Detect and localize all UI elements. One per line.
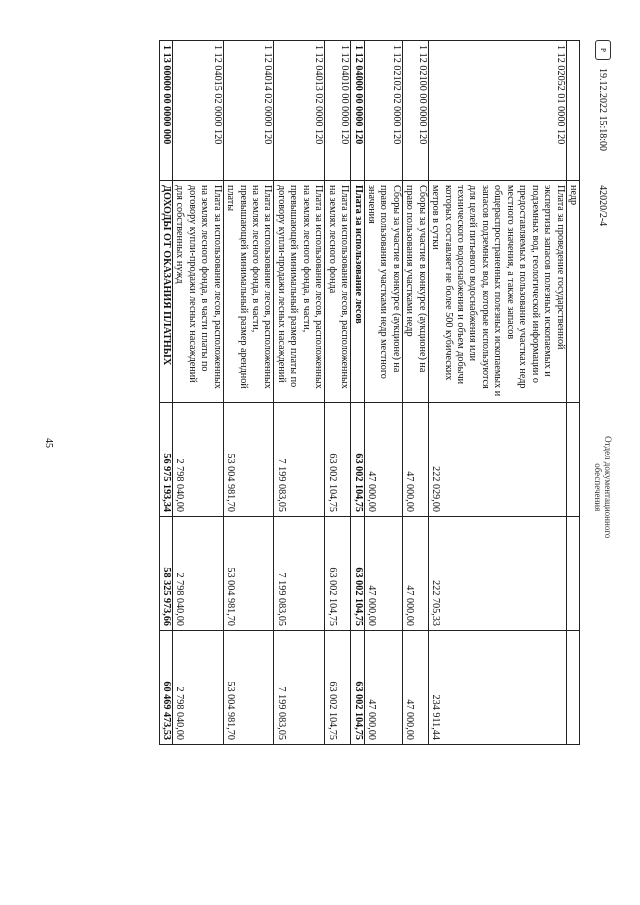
page-footer bbox=[592, 40, 613, 538]
row-name: Плата за проведение государственной экспертизы запасов полезных ископаемых и подземных вод, геологической информации о предоставляемых в пользование участках недр местного значения, а также запасов общераспространенных полезных ископаемых и запасов подземных вод, которые используются для целей питьевого водоснабжения или технического водоснабжения и объем добычи которых составляет не более 500 кубических метров в сутки bbox=[428, 181, 566, 403]
row-name: Плата за использование лесов, расположенных на землях лесного фонда, в части, превышающей минимальный размер арендной платы bbox=[223, 181, 274, 403]
row-value-3: 2 798 040,00 bbox=[173, 631, 224, 745]
table-row bbox=[428, 41, 566, 745]
row-value-3: 53 004 981,70 bbox=[223, 631, 274, 745]
row-value-2: 47 000,00 bbox=[364, 517, 402, 631]
page-number: 45 bbox=[43, 438, 54, 448]
row-value-1: 56 975 193,34 bbox=[159, 403, 172, 517]
row-value-2: 53 004 981,70 bbox=[223, 517, 274, 631]
row-value-3: 47 000,00 bbox=[364, 631, 402, 745]
footer-department-line1: Отдел документационного bbox=[603, 436, 613, 539]
row-value-1: 63 002 104,75 bbox=[325, 403, 351, 517]
row-value-2: 2 798 040,00 bbox=[173, 517, 224, 631]
row-value-3: 60 469 473,53 bbox=[159, 631, 172, 745]
seal-icon: Р bbox=[595, 40, 611, 60]
row-value-3: 234 911,44 bbox=[428, 631, 566, 745]
row-code: 1 12 02052 01 0000 120 bbox=[428, 41, 566, 181]
row-code: 1 12 04010 00 0000 120 bbox=[325, 41, 351, 181]
row-value-1: 47 000,00 bbox=[364, 403, 402, 517]
row-code: 1 12 04013 02 0000 120 bbox=[274, 41, 325, 181]
row-value-3: 63 002 104,75 bbox=[351, 631, 364, 745]
row-value-2: 63 002 104,75 bbox=[325, 517, 351, 631]
row-value-2: 47 000,00 bbox=[402, 517, 428, 631]
row-value-1: 7 199 083,05 bbox=[274, 403, 325, 517]
row-name: ДОХОДЫ ОТ ОКАЗАНИЯ ПЛАТНЫХ bbox=[159, 181, 172, 403]
footer-department bbox=[592, 436, 613, 538]
table-row bbox=[325, 41, 351, 745]
row-name: Плата за использование лесов, расположенных на землях лесного фонда, в части, превышающей минимальный размер платы по договору купли-продажи лесных насаждений bbox=[274, 181, 325, 403]
row-code: 1 13 00000 00 0000 000 bbox=[159, 41, 172, 181]
row-value-3: 63 002 104,75 bbox=[325, 631, 351, 745]
table-row bbox=[351, 41, 364, 745]
row-code: 1 12 02100 00 0000 120 bbox=[402, 41, 428, 181]
table-row bbox=[566, 41, 579, 745]
table-row bbox=[364, 41, 402, 745]
row-name: недр bbox=[566, 181, 579, 403]
row-value-1: 53 004 981,70 bbox=[223, 403, 274, 517]
row-value-1: 2 798 040,00 bbox=[173, 403, 224, 517]
row-code: 1 12 02102 02 0000 120 bbox=[364, 41, 402, 181]
row-value-2: 58 325 973,66 bbox=[159, 517, 172, 631]
row-value-1: 47 000,00 bbox=[402, 403, 428, 517]
footer-department-line2: обеспечения bbox=[592, 463, 603, 512]
row-value-2: 7 199 083,05 bbox=[274, 517, 325, 631]
row-code bbox=[566, 41, 579, 181]
row-value-1: 63 002 104,75 bbox=[351, 403, 364, 517]
footer-datetime: 19.12.2022 15:18:00 bbox=[597, 68, 609, 152]
row-name: Плата за использование лесов bbox=[351, 181, 364, 403]
row-name: Сборы за участие в конкурсе (аукционе) на право пользования участками недр bbox=[402, 181, 428, 403]
table-row bbox=[159, 41, 172, 745]
row-value-2: 222 705,33 bbox=[428, 517, 566, 631]
row-value-1 bbox=[566, 403, 579, 517]
revenue-table bbox=[159, 40, 580, 745]
row-value-3: 47 000,00 bbox=[402, 631, 428, 745]
row-code: 1 12 04000 00 0000 120 bbox=[351, 41, 364, 181]
table-row bbox=[402, 41, 428, 745]
row-value-1: 222 029,00 bbox=[428, 403, 566, 517]
row-code: 1 12 04014 02 0000 120 bbox=[223, 41, 274, 181]
footer-doc-code: 42020/2-4 bbox=[597, 185, 609, 227]
row-name: Плата за использование лесов, расположенных на землях лесного фонда, в части платы по договору купли-продажи лесных насаждений для собственных нужд bbox=[173, 181, 224, 403]
row-code: 1 12 04015 02 0000 120 bbox=[173, 41, 224, 181]
row-name: Сборы за участие в конкурсе (аукционе) на право пользования участками недр местного значения bbox=[364, 181, 402, 403]
row-value-2 bbox=[566, 517, 579, 631]
row-value-3: 7 199 083,05 bbox=[274, 631, 325, 745]
row-value-3 bbox=[566, 631, 579, 745]
row-value-2: 63 002 104,75 bbox=[351, 517, 364, 631]
table-row bbox=[173, 41, 224, 745]
table-row bbox=[223, 41, 274, 745]
table-row bbox=[274, 41, 325, 745]
row-name: Плата за использование лесов, расположенных на землях лесного фонда bbox=[325, 181, 351, 403]
